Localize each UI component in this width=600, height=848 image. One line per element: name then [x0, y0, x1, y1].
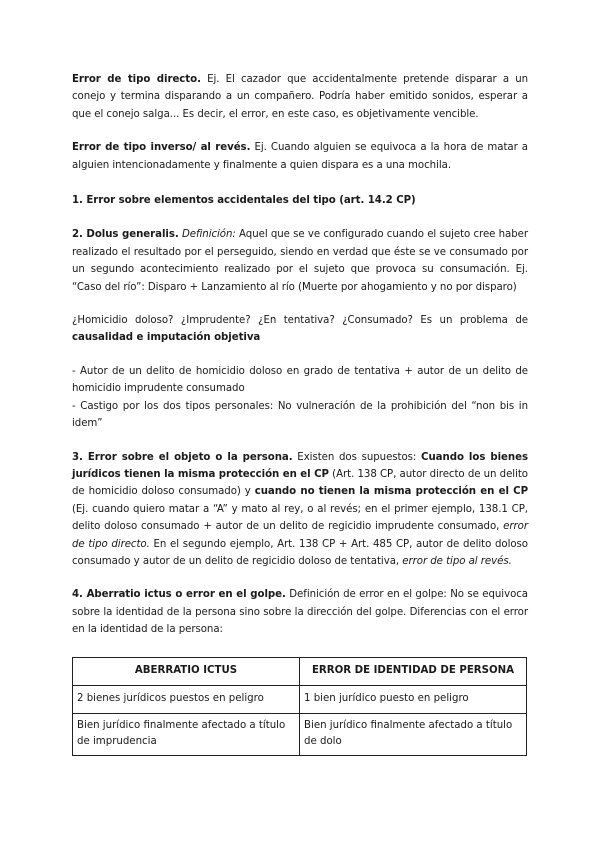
text-segment: (Art. 138 CP, autor directo de un delito de homicidio doloso consumado) y — [72, 468, 528, 498]
table-header-row — [73, 657, 527, 685]
text-segment: (Ej. cuando quiero matar a “A” y mato al rey, o al revés; en el primer ejemplo, 138.1 CP, delito doloso consumado + autor de un delito de regicidio imprudente consumado, — [72, 503, 528, 533]
text-error-tipo-inverso: Ej. Cuando alguien se equivoca a la hora de matar a alguien intencionadamente y finalmente a quien dispara es a una mochila. — [72, 142, 528, 171]
table-row — [73, 713, 527, 755]
definition-label: Definición: — [181, 229, 236, 241]
paragraph-aberratio-ictus — [72, 586, 528, 638]
table-cell: Bien jurídico finalmente afectado a título de dolo — [300, 713, 527, 755]
term-misma-proteccion: Cuando los bienes jurídicos tienen la misma protección en el CP — [72, 451, 528, 480]
text-segment: Existen dos supuestos: — [292, 451, 422, 463]
heading-error-elementos-accidentales — [72, 192, 528, 209]
bullet-autor: - Autor de un delito de homicidio doloso en grado de tentativa + autor de un delito de homicidio imprudente consumado — [72, 365, 528, 395]
section-title-1: 1. Error sobre elementos accidentales del tipo (art. 14.2 CP) — [72, 195, 416, 207]
term-error-tipo-directo: Error de tipo directo. — [72, 74, 201, 85]
table-row — [73, 685, 527, 713]
paragraph-preguntas — [72, 312, 528, 347]
paragraph-dolus-generalis — [72, 226, 528, 296]
text-error-tipo-directo: Ej. El cazador que accidentalmente pretende disparar a un conejo y termina disparando a un compañero. Podría haber emitido sonidos, esperar a que el conejo salga... Es decir, el error, en este caso, es objetivamente vencible. — [72, 74, 529, 120]
term-no-misma-proteccion: cuando no tienen la misma protección en el CP — [254, 486, 528, 498]
paragraph-error-tipo-inverso — [72, 139, 528, 174]
table-header: ERROR DE IDENTIDAD DE PERSONA — [300, 657, 527, 685]
table-cell: 1 bien jurídico puesto en peligro — [300, 685, 527, 713]
term-error-tipo-inverso: Error de tipo inverso/ al revés. — [72, 142, 251, 154]
term-error-tipo-al-reves-italic: error de tipo al revés. — [402, 555, 512, 567]
text-segment: En el segundo ejemplo, Art. 138 CP + Art. 485 CP, autor de delito doloso consumado y autor de un delito de regicidio doloso de tentativa, — [72, 538, 528, 567]
paragraph-autor-castigo — [72, 363, 528, 433]
table-header: ABERRATIO ICTUS — [73, 657, 300, 685]
section-title-3: 3. Error sobre el objeto o la persona. — [72, 451, 293, 463]
bullet-castigo: - Castigo por los dos tipos personales: No vulneración de la prohibición del “non bis in idem” — [72, 400, 528, 430]
text-preguntas: ¿Homicidio doloso? ¿Imprudente? ¿En tentativa? ¿Consumado? Es un problema de — [72, 315, 528, 327]
section-title-2: 2. Dolus generalis. — [72, 229, 179, 241]
table-cell: 2 bienes jurídicos puestos en peligro — [73, 685, 300, 713]
section-title-4: 4. Aberratio ictus o error en el golpe. — [72, 589, 286, 601]
text-aberratio-ictus: Definición de error en el golpe: No se equivoca sobre la identidad de la persona sino sobre la dirección del golpe. Diferencias con el error en la identidad de la persona: — [72, 589, 528, 636]
table-cell: Bien jurídico finalmente afectado a título de imprudencia — [73, 713, 300, 755]
paragraph-error-tipo-directo — [72, 71, 528, 123]
paragraph-error-objeto-persona — [72, 449, 528, 571]
term-error-tipo-directo-italic: error de tipo directo. — [72, 521, 528, 550]
text-dolus-generalis: Aquel que se ve configurado cuando el sujeto cree haber realizado el resultado por el perseguido, siendo en verdad que éste se ve consumado por un segundo acontecimiento realizado por el sujeto que provoca su consumación. Ej. “Caso del río”: Disparo + Lanzamiento al río (Muerte por ahogamiento y no por disparo) — [72, 229, 529, 293]
term-causalidad: causalidad e imputación objetiva — [72, 332, 261, 344]
comparison-table — [72, 657, 527, 756]
